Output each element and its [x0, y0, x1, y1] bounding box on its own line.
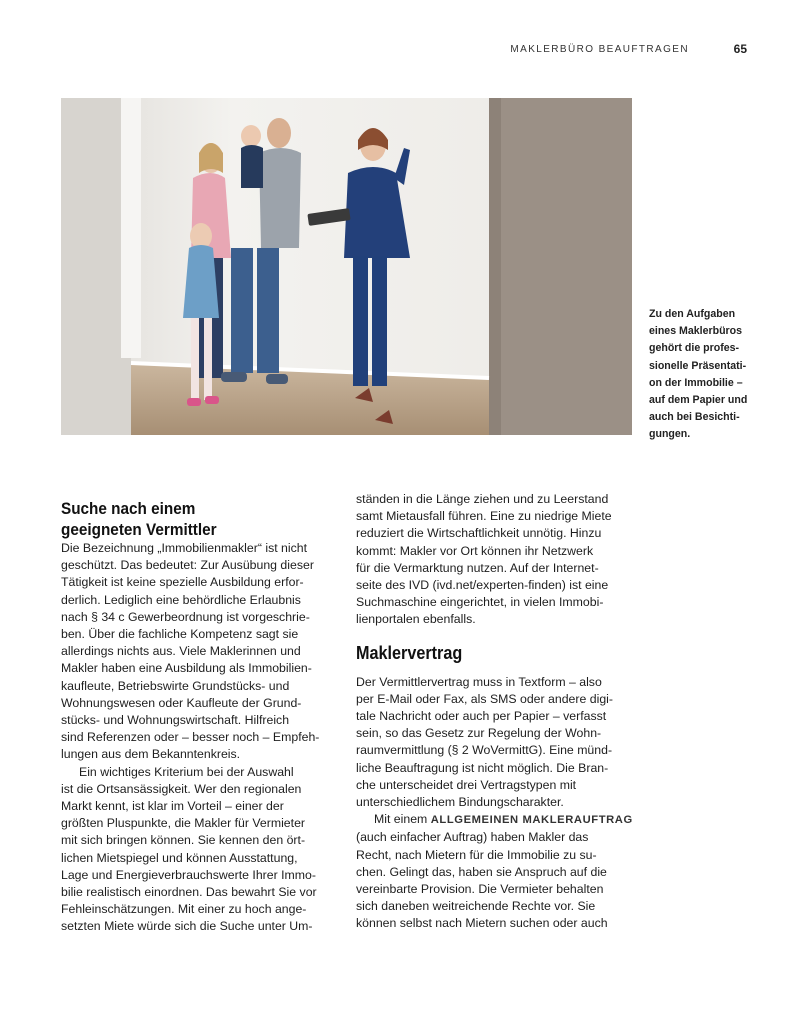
text-line — [356, 811, 632, 829]
photo-caption — [649, 306, 761, 444]
text-line: Recht, nach Mietern für die Immobilie zu su- — [356, 847, 597, 862]
paragraph — [356, 491, 632, 629]
text-line: mit sich bringen können. Sie kennen den ört- — [61, 833, 306, 848]
text-line: für die Vermarktung nutzen. Auf der Internet- — [356, 560, 599, 575]
text-line: Makler haben eine Ausbildung als Immobilien- — [61, 661, 312, 676]
text-line: Markt kennt, ist klar im Vorteil – einer der — [61, 799, 284, 814]
text-line: bilie realistisch einordnen. Das bewahrt Sie vor — [61, 885, 317, 900]
caption-line: gehört die profes- — [649, 342, 740, 355]
text-line: größten Pluspunkte, die Makler für Vermieter — [61, 816, 305, 831]
text-line: setzten Miete würde sich die Suche unter Um- — [61, 919, 313, 934]
paragraph — [356, 811, 632, 932]
paragraph — [61, 764, 337, 936]
heading-line: Suche nach einem — [61, 499, 196, 518]
text-line: sich daneben weitreichende Rechte vor. Sie — [356, 899, 596, 914]
text-line: vereinbarte Provision. Die Vermieter behalten — [356, 882, 604, 897]
text-line: unterschiedlichem Bindungscharakter. — [356, 795, 564, 810]
text-line: ständen in die Länge ziehen und zu Leerstand — [356, 492, 609, 506]
emphasized-term: ALLGEMEINEN MAKLERAUFTRAG — [430, 814, 633, 827]
caption-line: on der Immobilie – — [649, 376, 743, 389]
left-column — [61, 498, 337, 936]
text-line: (auch einfacher Auftrag) haben Makler das — [356, 830, 589, 845]
text-line: samt Mietausfall führen. Eine zu niedrige Miete — [356, 509, 612, 524]
text-line: Lage und Energieverbrauchswerte Ihrer Immo- — [61, 867, 316, 882]
text-line: tale Nachricht oder auch per Papier – verfasst — [356, 709, 607, 724]
section-heading-maklervertrag — [356, 642, 604, 664]
text-line: sind Referenzen oder – besser noch – Empfeh- — [61, 730, 320, 745]
section-heading-vermittler — [61, 498, 309, 540]
text-line: liche Beauftragung ist nicht möglich. Die Bran- — [356, 760, 609, 775]
text-line: stücks- und Wohnungswirtschaft. Hilfreich — [61, 713, 290, 728]
paragraph — [356, 674, 632, 812]
text-line: Der Vermittlervertrag muss in Textform – also — [356, 674, 602, 689]
text-line: Fehleinschätzungen. Mit einer zu hoch ange- — [61, 902, 307, 917]
text-line: Ein wichtiges Kriterium bei der Auswahl — [79, 764, 294, 779]
text-line: che unterscheidet drei Vertragstypen mit — [356, 777, 577, 792]
text-line: nach § 34 c Gewerbeordnung ist vorgeschrie- — [61, 609, 310, 624]
text-line: seite des IVD (ivd.net/experten-finden) ist eine — [356, 578, 609, 593]
heading-line: geeigneten Vermittler — [61, 520, 217, 539]
right-column — [356, 491, 632, 933]
text-line: kaufleute, Betriebswirte Grundstücks- und — [61, 678, 290, 693]
text-line: lichen Mietspiegel und können Ausstattung, — [61, 850, 298, 865]
caption-line: auf dem Papier und — [649, 394, 748, 407]
text-line: Suchmaschine eingerichtet, in vielen Immobi- — [356, 595, 604, 610]
caption-line: Zu den Aufgaben — [649, 308, 736, 320]
text-line: per E-Mail oder Fax, als SMS oder andere digi- — [356, 691, 613, 706]
photo-family-with-agent — [61, 98, 632, 435]
text-line: können selbst nach Mietern suchen oder auch — [356, 916, 608, 931]
text-line: allerdings nichts aus. Viele Maklerinnen und — [61, 644, 301, 659]
text-line: Die Bezeichnung „Immobilienmakler“ ist nicht — [61, 541, 308, 555]
caption-line: auch bei Besichti- — [649, 411, 740, 424]
caption-line: gungen. — [649, 428, 691, 441]
text-line: sein, so das Gesetz zur Regelung der Wohn- — [356, 726, 602, 741]
text-line: lienportalen ebenfalls. — [356, 612, 476, 627]
text-line: derlich. Lediglich eine behördliche Erlaubnis — [61, 592, 301, 607]
page-number: 65 — [733, 42, 747, 56]
heading-line: Maklervertrag — [356, 642, 463, 663]
text-line: lungen aus dem Bekanntenkreis. — [61, 747, 241, 762]
text-fragment: Mit einem — [374, 812, 431, 827]
running-header-title: MAKLERBÜRO BEAUFTRAGEN — [510, 44, 689, 55]
text-line: ist die Ortsansässigkeit. Wer den regionalen — [61, 781, 302, 796]
text-line: reduziert die Wirtschaftlichkeit unnötig. Hinzu — [356, 526, 602, 541]
text-line: kommt: Makler vor Ort können ihr Netzwerk — [356, 543, 594, 558]
text-line: ben. Über die fachliche Kompetenz sagt sie — [61, 627, 299, 642]
caption-line: eines Maklerbüros — [649, 325, 743, 338]
text-line: geschützt. Das bedeutet: Zur Ausübung dieser — [61, 558, 314, 573]
paragraph — [61, 540, 337, 764]
text-line: raumvermittlung (§ 2 WoVermittG). Eine münd- — [356, 743, 613, 758]
text-line: Tätigkeit ist keine spezielle Ausbildung erfor- — [61, 575, 304, 590]
caption-line: sionelle Präsentati- — [649, 359, 747, 372]
text-line: chen. Gelingt das, haben sie Anspruch auf die — [356, 864, 607, 879]
text-line: Wohnungswesen oder Kaufleute der Grund- — [61, 695, 302, 710]
